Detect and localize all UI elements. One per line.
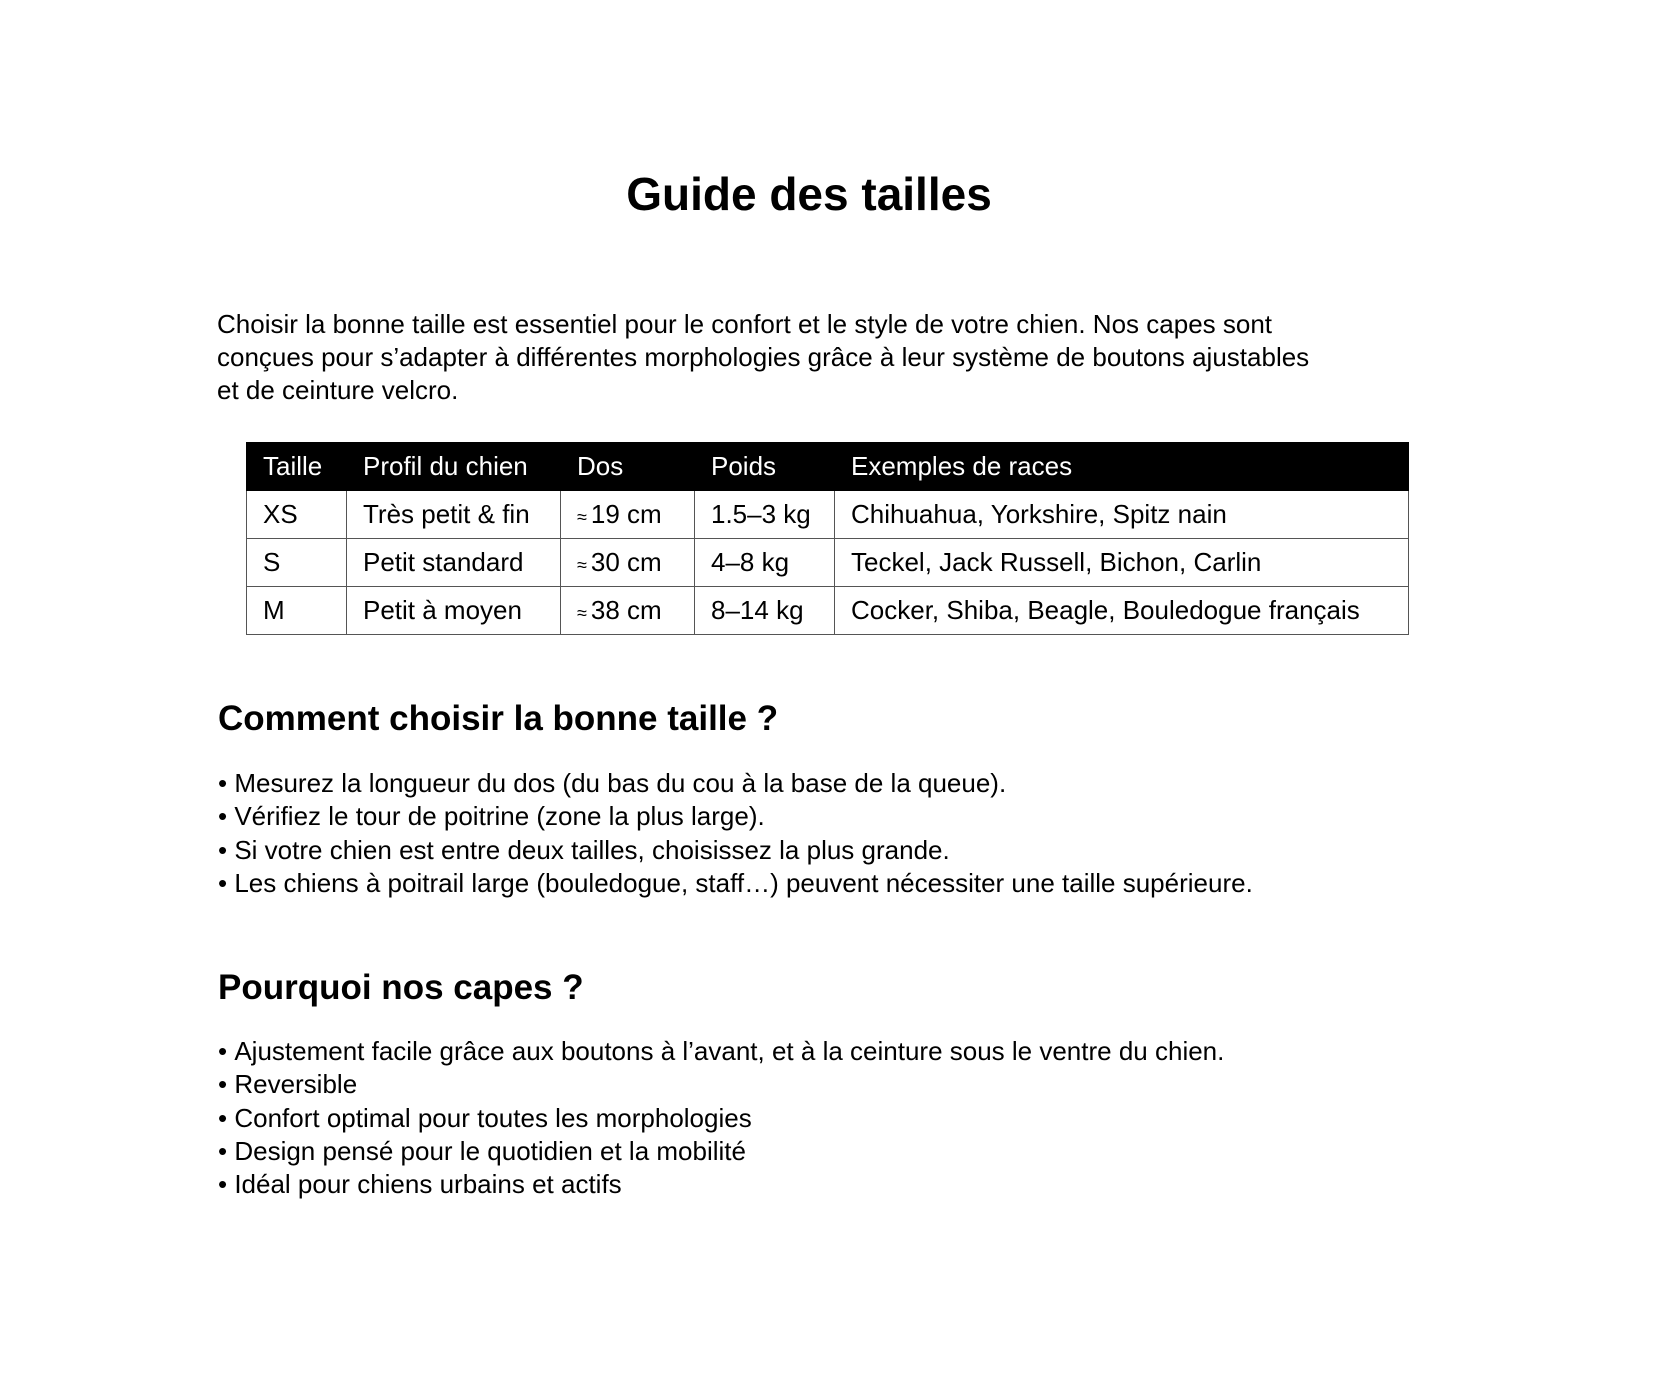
- cell-taille: M: [247, 587, 347, 635]
- cell-poids: 4–8 kg: [695, 539, 835, 587]
- cell-poids: 8–14 kg: [695, 587, 835, 635]
- cell-dos: [561, 539, 695, 587]
- header-dos: Dos: [561, 443, 695, 491]
- table-row: [247, 491, 1409, 539]
- size-table: [246, 442, 1409, 635]
- cell-profil: Petit standard: [347, 539, 561, 587]
- intro-line: conçues pour s’adapter à différentes morphologies grâce à leur système de boutons ajustables: [217, 342, 1310, 372]
- list-item: • Design pensé pour le quotidien et la mobilité: [218, 1135, 1224, 1168]
- list-item: • Reversible: [218, 1068, 1224, 1101]
- approx-symbol: ≈: [577, 603, 587, 623]
- cell-profil: Très petit & fin: [347, 491, 561, 539]
- cell-poids: 1.5–3 kg: [695, 491, 835, 539]
- table-row: [247, 539, 1409, 587]
- cell-dos: [561, 587, 695, 635]
- table-row: [247, 587, 1409, 635]
- list-item: • Vérifiez le tour de poitrine (zone la plus large).: [218, 800, 1253, 833]
- section-heading-comment-choisir: Comment choisir la bonne taille ?: [218, 699, 779, 738]
- approx-symbol: ≈: [577, 507, 587, 527]
- cell-taille: XS: [247, 491, 347, 539]
- cell-races: Teckel, Jack Russell, Bichon, Carlin: [835, 539, 1409, 587]
- dos-value: 30 cm: [590, 547, 662, 577]
- list-item: • Confort optimal pour toutes les morphologies: [218, 1102, 1224, 1135]
- cell-profil: Petit à moyen: [347, 587, 561, 635]
- cell-dos: [561, 491, 695, 539]
- intro-line: Choisir la bonne taille est essentiel pour le confort et le style de votre chien. Nos capes sont: [217, 309, 1273, 339]
- dos-value: 19 cm: [590, 499, 662, 529]
- page-title: Guide des tailles: [626, 168, 992, 220]
- cell-races: Chihuahua, Yorkshire, Spitz nain: [835, 491, 1409, 539]
- list-item: • Ajustement facile grâce aux boutons à l’avant, et à la ceinture sous le ventre du chien.: [218, 1035, 1224, 1068]
- approx-symbol: ≈: [577, 555, 587, 575]
- header-races: Exemples de races: [835, 443, 1409, 491]
- list-item: • Idéal pour chiens urbains et actifs: [218, 1168, 1224, 1201]
- list-item: • Les chiens à poitrail large (bouledogue, staff…) peuvent nécessiter une taille supérieure.: [218, 867, 1253, 900]
- table-header-row: [247, 443, 1409, 491]
- list-item: • Si votre chien est entre deux tailles, choisissez la plus grande.: [218, 834, 1253, 867]
- intro-paragraph: [217, 308, 1417, 407]
- cell-races: Cocker, Shiba, Beagle, Bouledogue français: [835, 587, 1409, 635]
- dos-value: 38 cm: [590, 595, 662, 625]
- section-heading-pourquoi: Pourquoi nos capes ?: [218, 968, 584, 1007]
- header-taille: Taille: [247, 443, 347, 491]
- pourquoi-list: [218, 1035, 1224, 1201]
- intro-line: et de ceinture velcro.: [217, 375, 459, 405]
- cell-taille: S: [247, 539, 347, 587]
- comment-choisir-list: [218, 767, 1253, 900]
- header-profil: Profil du chien: [347, 443, 561, 491]
- header-poids: Poids: [695, 443, 835, 491]
- list-item: • Mesurez la longueur du dos (du bas du cou à la base de la queue).: [218, 767, 1253, 800]
